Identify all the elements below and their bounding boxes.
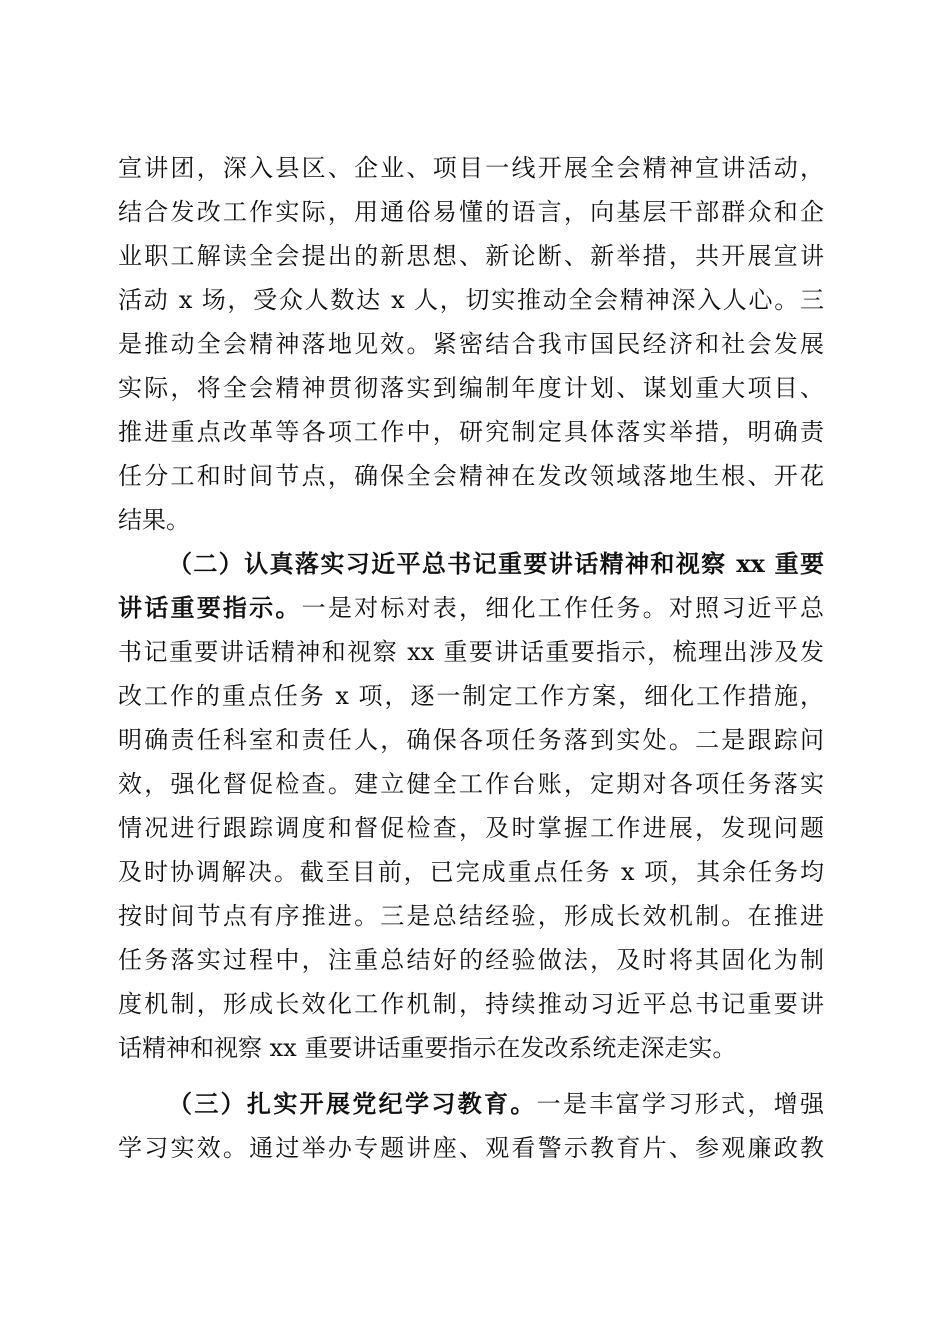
- paragraph-2-heading-text: （二）认真落实习近平总书记重要讲话精神和视察 xx 重要: [168, 549, 824, 578]
- paragraph-2-heading-end: 讲话重要指示。: [118, 593, 302, 622]
- paragraph-1-line-9: 结果。: [118, 506, 190, 534]
- paragraph-2-line-4: 改工作的重点任务 x 项，逐一制定工作方案，细化工作措施，: [118, 682, 824, 710]
- paragraph-1-line-3: 业职工解读全会提出的新思想、新论断、新举措，共开展宣讲: [118, 242, 824, 270]
- paragraph-2-line-5: 明确责任科室和责任人，确保各项任务落到实处。二是跟踪问: [118, 726, 824, 754]
- paragraph-2-line-12: 话精神和视察 xx 重要讲话重要指示在发改系统走深走实。: [118, 1034, 737, 1062]
- paragraph-2-line-8: 及时协调解决。截至目前，已完成重点任务 x 项，其余任务均: [118, 858, 824, 886]
- paragraph-2-line-3: 书记重要讲话精神和视察 xx 重要讲话重要指示，梳理出涉及发: [118, 638, 824, 666]
- paragraph-2-line-10: 任务落实过程中，注重总结好的经验做法，及时将其固化为制: [118, 946, 824, 974]
- paragraph-3-heading-rest: 一是丰富学习形式，增强: [536, 1090, 825, 1118]
- paragraph-1-line-6: 实际，将全会精神贯彻落实到编制年度计划、谋划重大项目、: [118, 374, 824, 402]
- paragraph-1-line-4: 活动 x 场，受众人数达 x 人，切实推动全会精神深入人心。三: [118, 286, 824, 314]
- paragraph-3-heading-text: （三）扎实开展党纪学习教育。: [168, 1089, 537, 1118]
- paragraph-3-heading-line: [168, 1082, 824, 1126]
- paragraph-2-heading-line-1: [168, 542, 824, 586]
- paragraph-2-line-9: 按时间节点有序推进。三是总结经验，形成长效机制。在推进: [118, 902, 824, 930]
- paragraph-2-line-2: [118, 586, 824, 630]
- paragraph-2-line-11: 度机制，形成长效化工作机制，持续推动习近平总书记重要讲: [118, 990, 824, 1018]
- paragraph-1-line-5: 是推动全会精神落地见效。紧密结合我市国民经济和社会发展: [118, 330, 824, 358]
- paragraph-1-line-1: 宣讲团，深入县区、企业、项目一线开展全会精神宣讲活动，: [118, 154, 824, 182]
- paragraph-1-line-8: 任分工和时间节点，确保全会精神在发改领域落地生根、开花: [118, 462, 824, 490]
- paragraph-2-line-7: 情况进行跟踪调度和督促检查，及时掌握工作进展，发现问题: [118, 814, 824, 842]
- paragraph-1-line-2: 结合发改工作实际，用通俗易懂的语言，向基层干部群众和企: [118, 198, 824, 226]
- paragraph-2-line-2-text: 一是对标对表，细化工作任务。对照习近平总: [301, 594, 825, 622]
- paragraph-2-line-6: 效，强化督促检查。建立健全工作台账，定期对各项任务落实: [118, 770, 824, 798]
- paragraph-3-line-2: 学习实效。通过举办专题讲座、观看警示教育片、参观廉政教: [118, 1134, 824, 1162]
- paragraph-1-line-7: 推进重点改革等各项工作中，研究制定具体落实举措，明确责: [118, 418, 824, 446]
